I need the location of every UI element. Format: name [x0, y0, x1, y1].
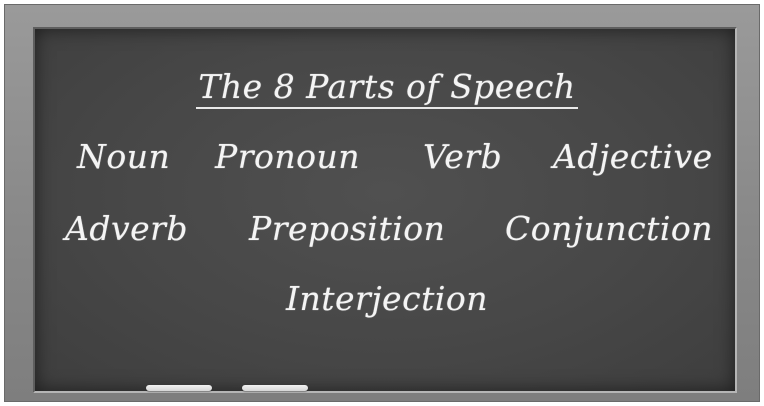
word-noun: Noun: [77, 137, 171, 176]
word-adverb: Adverb: [65, 209, 189, 248]
word-interjection: Interjection: [285, 279, 489, 318]
word-verb: Verb: [423, 137, 503, 176]
board-title: [35, 67, 739, 107]
chalkboard: [33, 27, 737, 393]
chalkboard-frame: [4, 4, 760, 402]
board-title-text: The 8 Parts of Speech: [196, 67, 577, 109]
word-adjective: Adjective: [553, 137, 713, 176]
word-pronoun: Pronoun: [215, 137, 360, 176]
word-preposition: Preposition: [249, 209, 446, 248]
chalk-stick: [242, 385, 308, 391]
chalk-stick: [146, 385, 212, 391]
word-conjunction: Conjunction: [505, 209, 714, 248]
